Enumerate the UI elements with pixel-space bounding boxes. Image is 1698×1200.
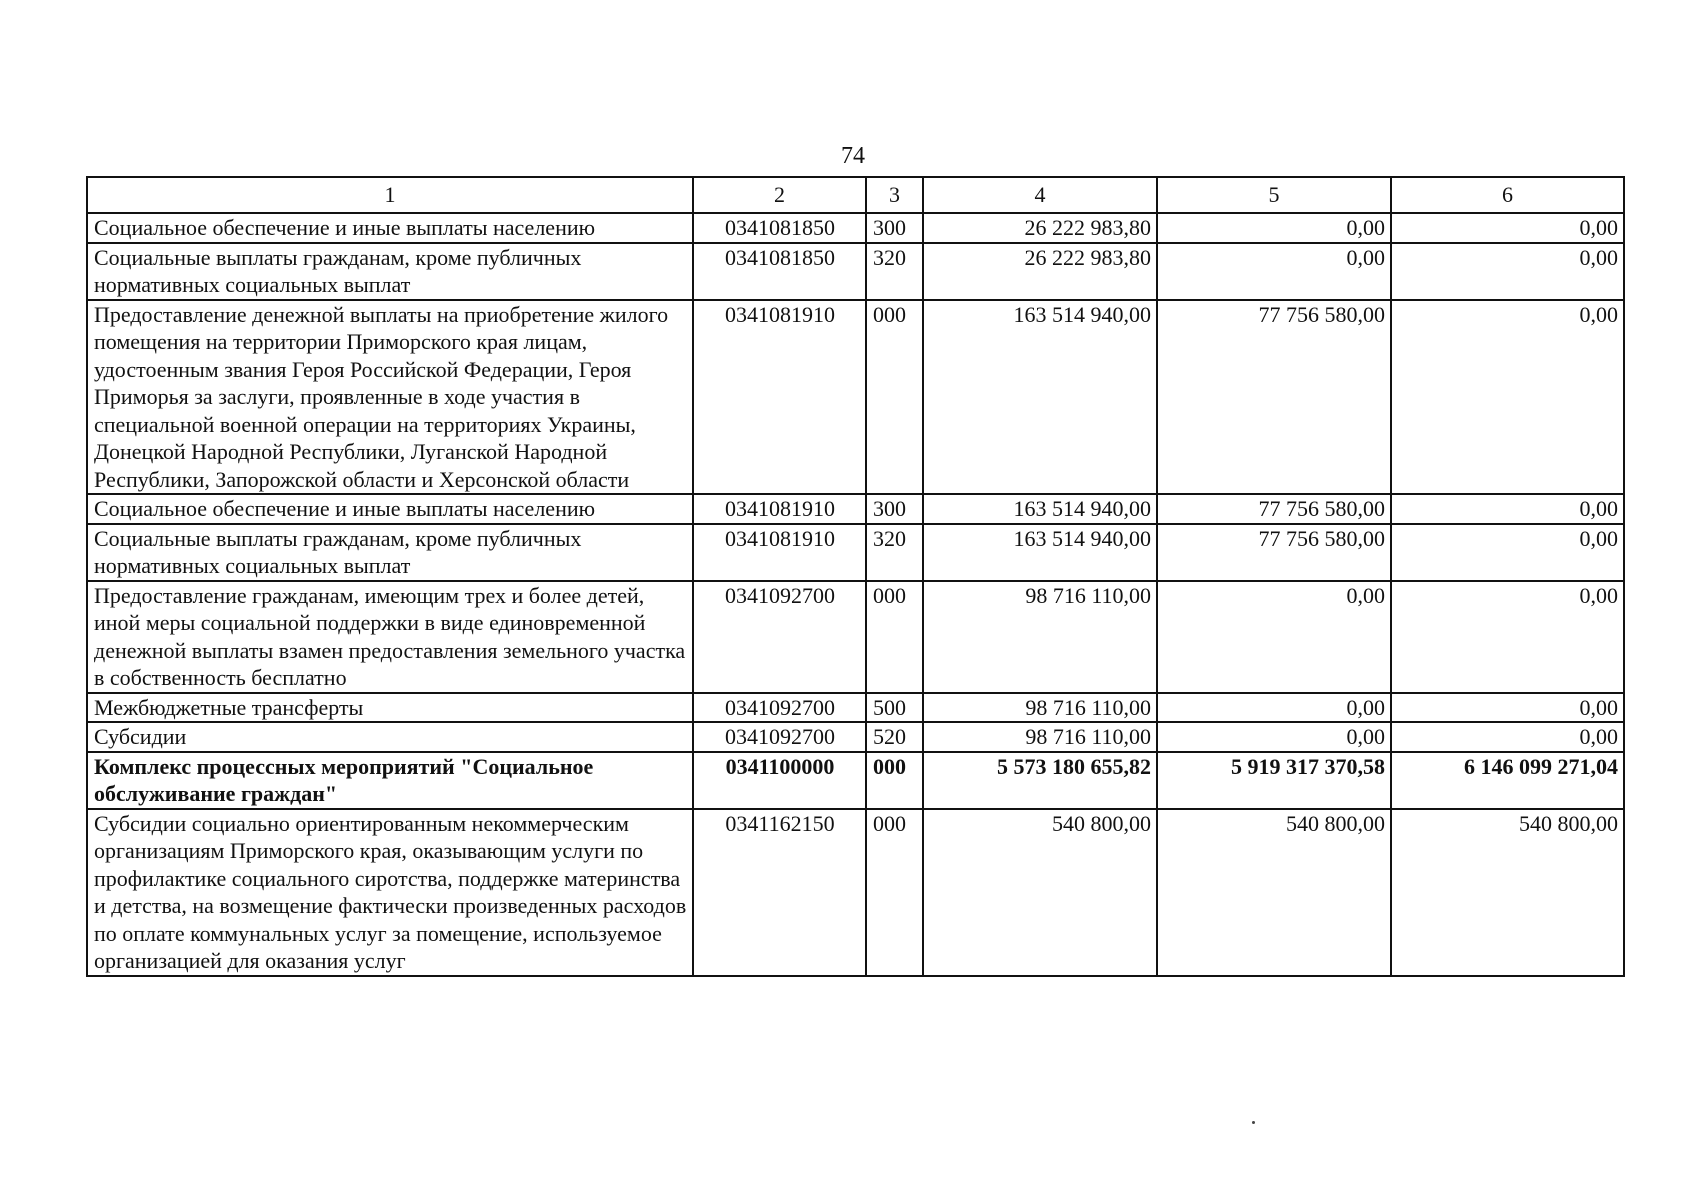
- row-amount-year3-cell: 6 146 099 271,04: [1391, 752, 1624, 809]
- row-amount-year2-cell: 0,00: [1157, 722, 1391, 752]
- row-amount-year1-cell: 98 716 110,00: [923, 693, 1157, 723]
- row-amount-year3-cell: 0,00: [1391, 213, 1624, 243]
- row-amount-year3-cell: 0,00: [1391, 243, 1624, 300]
- row-code-cell: 0341081910: [693, 494, 866, 524]
- row-amount-year3-cell: 540 800,00: [1391, 809, 1624, 976]
- row-amount-year3-cell: 0,00: [1391, 581, 1624, 693]
- row-name-cell: Межбюджетные трансферты: [87, 693, 693, 723]
- scan-speck: [1252, 1121, 1255, 1124]
- row-code-cell: 0341092700: [693, 722, 866, 752]
- column-header-5: 5: [1157, 177, 1391, 213]
- row-code-cell: 0341081910: [693, 300, 866, 495]
- column-header-6: 6: [1391, 177, 1624, 213]
- row-code-cell: 0341162150: [693, 809, 866, 976]
- row-name-cell: Комплекс процессных мероприятий "Социальное обслуживание граждан": [87, 752, 693, 809]
- row-name-cell: Субсидии: [87, 722, 693, 752]
- row-code-cell: 0341100000: [693, 752, 866, 809]
- table-row: [87, 524, 1624, 581]
- row-name-cell: Предоставление денежной выплаты на приобретение жилого помещения на территории Приморского края лицам, удостоенным звания Героя Российской Федерации, Героя Приморья за заслуги, проявленные в ходе участия в специальной военной операции на территориях Украины, Донецкой Народной Республики, Луганской Народной Республики, Запорожской области и Херсонской области: [87, 300, 693, 495]
- row-amount-year2-cell: 0,00: [1157, 581, 1391, 693]
- row-amount-year1-cell: 540 800,00: [923, 809, 1157, 976]
- row-name-cell: Субсидии социально ориентированным некоммерческим организациям Приморского края, оказывающим услуги по профилактике социального сиротства, поддержке материнства и детства, на возмещение фактически произведенных расходов по оплате коммунальных услуг за помещение, используемое организацией для оказания услуг: [87, 809, 693, 976]
- row-amount-year1-cell: 98 716 110,00: [923, 722, 1157, 752]
- row-amount-year3-cell: 0,00: [1391, 494, 1624, 524]
- column-header-3: 3: [866, 177, 923, 213]
- row-expense-type-cell: 000: [866, 300, 923, 495]
- row-expense-type-cell: 000: [866, 581, 923, 693]
- table-row: [87, 300, 1624, 495]
- row-amount-year1-cell: 26 222 983,80: [923, 243, 1157, 300]
- row-amount-year2-cell: 77 756 580,00: [1157, 300, 1391, 495]
- row-amount-year1-cell: 26 222 983,80: [923, 213, 1157, 243]
- table-row: [87, 809, 1624, 976]
- row-expense-type-cell: 520: [866, 722, 923, 752]
- row-expense-type-cell: 000: [866, 809, 923, 976]
- column-header-4: 4: [923, 177, 1157, 213]
- row-code-cell: 0341092700: [693, 693, 866, 723]
- row-amount-year2-cell: 77 756 580,00: [1157, 494, 1391, 524]
- row-amount-year3-cell: 0,00: [1391, 300, 1624, 495]
- row-name-cell: Социальное обеспечение и иные выплаты населению: [87, 213, 693, 243]
- row-expense-type-cell: 320: [866, 524, 923, 581]
- row-code-cell: 0341081910: [693, 524, 866, 581]
- row-name-cell: Социальные выплаты гражданам, кроме публичных нормативных социальных выплат: [87, 524, 693, 581]
- row-expense-type-cell: 500: [866, 693, 923, 723]
- row-amount-year2-cell: 0,00: [1157, 243, 1391, 300]
- row-amount-year3-cell: 0,00: [1391, 722, 1624, 752]
- row-amount-year2-cell: 5 919 317 370,58: [1157, 752, 1391, 809]
- row-amount-year1-cell: 98 716 110,00: [923, 581, 1157, 693]
- table-row: [87, 693, 1624, 723]
- table-row: [87, 752, 1624, 809]
- page-number: 74: [841, 143, 865, 169]
- budget-table: [86, 176, 1625, 977]
- row-amount-year1-cell: 163 514 940,00: [923, 494, 1157, 524]
- row-name-cell: Предоставление гражданам, имеющим трех и более детей, иной меры социальной поддержки в виде единовременной денежной выплаты взамен предоставления земельного участка в собственность бесплатно: [87, 581, 693, 693]
- table-row: [87, 581, 1624, 693]
- row-expense-type-cell: 320: [866, 243, 923, 300]
- row-amount-year3-cell: 0,00: [1391, 524, 1624, 581]
- row-code-cell: 0341081850: [693, 213, 866, 243]
- row-code-cell: 0341081850: [693, 243, 866, 300]
- column-header-1: 1: [87, 177, 693, 213]
- table-row: [87, 494, 1624, 524]
- row-amount-year3-cell: 0,00: [1391, 693, 1624, 723]
- row-amount-year2-cell: 77 756 580,00: [1157, 524, 1391, 581]
- table-row: [87, 243, 1624, 300]
- row-amount-year1-cell: 163 514 940,00: [923, 524, 1157, 581]
- row-amount-year2-cell: 0,00: [1157, 213, 1391, 243]
- row-name-cell: Социальное обеспечение и иные выплаты населению: [87, 494, 693, 524]
- column-header-2: 2: [693, 177, 866, 213]
- row-amount-year1-cell: 163 514 940,00: [923, 300, 1157, 495]
- row-expense-type-cell: 000: [866, 752, 923, 809]
- row-amount-year1-cell: 5 573 180 655,82: [923, 752, 1157, 809]
- row-amount-year2-cell: 540 800,00: [1157, 809, 1391, 976]
- table-row: [87, 722, 1624, 752]
- table-header-row: [87, 177, 1624, 213]
- row-expense-type-cell: 300: [866, 494, 923, 524]
- row-code-cell: 0341092700: [693, 581, 866, 693]
- row-expense-type-cell: 300: [866, 213, 923, 243]
- table-row: [87, 213, 1624, 243]
- row-name-cell: Социальные выплаты гражданам, кроме публичных нормативных социальных выплат: [87, 243, 693, 300]
- row-amount-year2-cell: 0,00: [1157, 693, 1391, 723]
